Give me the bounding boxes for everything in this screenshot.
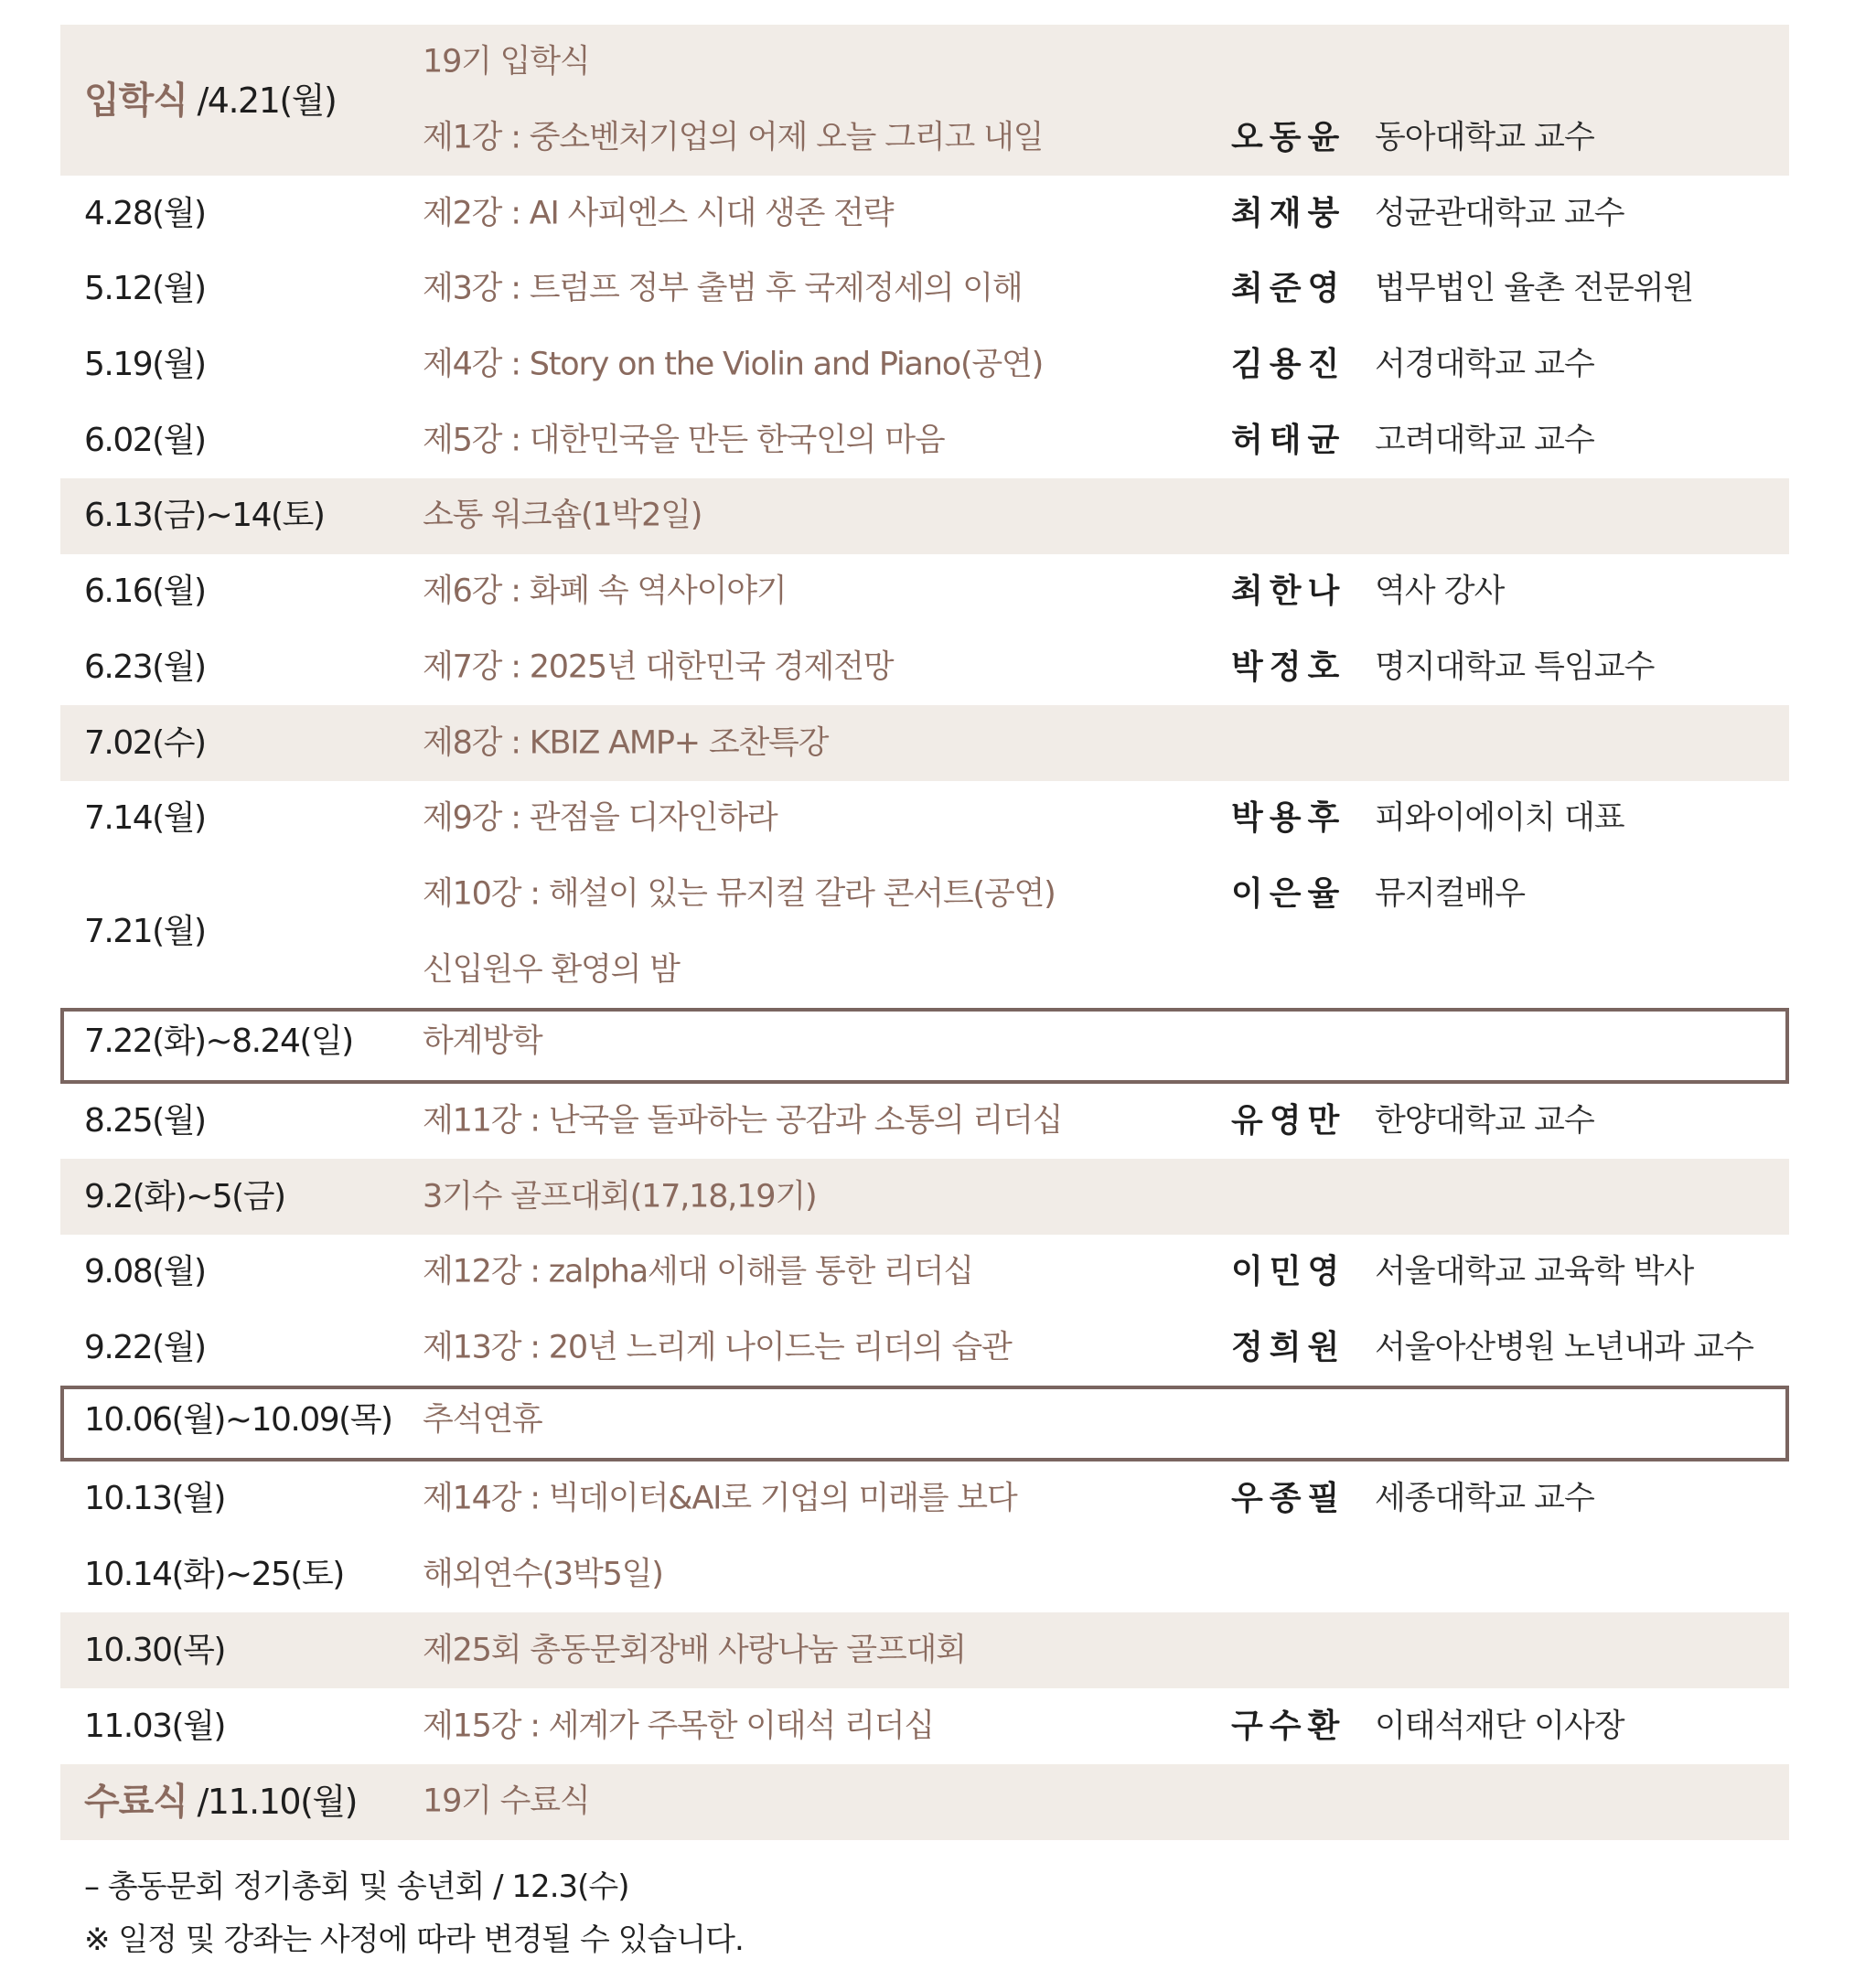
row-date: 10.30(목) — [84, 1631, 225, 1669]
row-lecturer: 정희원 — [1231, 1329, 1346, 1367]
row-title: 제9강 : 관점을 디자인하라 — [423, 799, 777, 837]
row-date: 6.23(월) — [84, 648, 206, 686]
schedule-table — [60, 25, 1789, 1840]
table-row — [60, 857, 1789, 1008]
row-lecturer: 허태균 — [1231, 421, 1346, 459]
table-row — [60, 252, 1789, 327]
row-lecturer: 박정호 — [1231, 648, 1346, 686]
row-affiliation: 서경대학교 교수 — [1375, 346, 1594, 383]
row-affiliation: 법무법인 율촌 전문위원 — [1375, 270, 1694, 307]
row-date: 5.12(월) — [84, 270, 206, 308]
row-lecturer: 유영만 — [1231, 1102, 1346, 1140]
row-title: 제8강 : KBIZ AMP+ 조찬특강 — [423, 724, 829, 762]
row-title: 3기수 골프대회(17,18,19기) — [423, 1178, 817, 1215]
row-affiliation: 세종대학교 교수 — [1375, 1480, 1594, 1517]
row-lecturer: 최한나 — [1231, 573, 1346, 611]
row-title: 제6강 : 화폐 속 역사이야기 — [423, 573, 787, 610]
table-row — [60, 554, 1789, 630]
row-lecturer: 최준영 — [1231, 270, 1346, 308]
table-row — [60, 478, 1789, 554]
row-affiliation: 동아대학교 교수 — [1375, 119, 1594, 156]
row-date: 6.16(월) — [84, 573, 206, 611]
table-row — [60, 176, 1789, 252]
row-title: 제12강 : zalpha세대 이해를 통한 리더십 — [423, 1253, 973, 1290]
table-row — [60, 1235, 1789, 1311]
table-row — [60, 402, 1789, 478]
row-affiliation: 피와이에이치 대표 — [1375, 799, 1624, 837]
row-date: 입학식 /4.21(월) — [84, 79, 337, 122]
row-affiliation: 뮤지컬배우 — [1375, 875, 1526, 913]
row-date: 8.25(월) — [84, 1102, 206, 1140]
row-lecturer: 박용후 — [1231, 799, 1346, 838]
table-row-highlighted — [60, 1386, 1789, 1461]
row-date: 7.22(화)~8.24(일) — [84, 1022, 353, 1061]
footnote: – 총동문회 정기총회 및 송년회 / 12.3(수) — [84, 1868, 629, 1905]
row-date: 9.08(월) — [84, 1253, 206, 1291]
row-date: 수료식 /11.10(월) — [84, 1781, 357, 1824]
row-date: 7.02(수) — [84, 723, 206, 762]
row-affiliation: 명지대학교 특임교수 — [1375, 648, 1655, 686]
row-title: 신입원우 환영의 밤 — [423, 951, 680, 989]
row-title: 하계방학 — [423, 1022, 542, 1060]
row-date: 7.14(월) — [84, 799, 206, 838]
row-date: 7.21(월) — [84, 913, 206, 951]
row-title: 19기 수료식 — [423, 1783, 590, 1820]
row-date: 4.28(월) — [84, 194, 206, 232]
row-date: 11.03(월) — [84, 1707, 225, 1745]
row-lecturer: 구수환 — [1231, 1707, 1346, 1745]
footnote: ※ 일정 및 강좌는 사정에 따라 변경될 수 있습니다. — [84, 1922, 744, 1958]
table-row — [60, 630, 1789, 706]
row-affiliation: 역사 강사 — [1375, 573, 1505, 610]
row-title: 해외연수(3박5일) — [423, 1556, 663, 1593]
row-title: 제15강 : 세계가 주목한 이태석 리더십 — [423, 1708, 934, 1744]
table-row — [60, 1537, 1789, 1613]
table-row — [60, 1084, 1789, 1160]
row-date: 9.2(화)~5(금) — [84, 1177, 285, 1215]
table-row — [60, 1612, 1789, 1688]
row-date: 10.13(월) — [84, 1480, 225, 1518]
row-title: 제3강 : 트럼프 정부 출범 후 국제정세의 이해 — [423, 270, 1023, 307]
row-title: 제10강 : 해설이 있는 뮤지컬 갈라 콘서트(공연) — [423, 875, 1056, 913]
row-title: 제11강 : 난국을 돌파하는 공감과 소통의 리더십 — [423, 1102, 1063, 1140]
row-affiliation: 성균관대학교 교수 — [1375, 195, 1624, 232]
row-lecturer: 최재붕 — [1231, 194, 1346, 232]
row-lecturer: 우종필 — [1231, 1480, 1346, 1518]
table-row — [60, 1159, 1789, 1235]
row-title: 제7강 : 2025년 대한민국 경제전망 — [423, 648, 894, 686]
row-affiliation: 한양대학교 교수 — [1375, 1102, 1594, 1140]
table-row — [60, 781, 1789, 857]
table-row — [60, 327, 1789, 403]
row-title: 소통 워크숍(1박2일) — [423, 497, 702, 534]
footnotes — [84, 1860, 744, 1966]
row-date: 10.06(월)~10.09(목) — [84, 1400, 392, 1439]
table-row — [60, 1688, 1789, 1764]
table-row-highlighted — [60, 1008, 1789, 1084]
row-date: 5.19(월) — [84, 346, 206, 384]
row-date: 6.02(월) — [84, 421, 206, 459]
row-lecturer: 김용진 — [1231, 346, 1346, 384]
row-date: 10.14(화)~25(토) — [84, 1556, 344, 1594]
row-lecturer: 이민영 — [1231, 1253, 1346, 1291]
table-row — [60, 1764, 1789, 1840]
row-affiliation: 이태석재단 이사장 — [1375, 1708, 1624, 1744]
row-lecturer: 오동윤 — [1231, 119, 1346, 156]
row-affiliation: 고려대학교 교수 — [1375, 422, 1594, 459]
row-title: 제2강 : AI 사피엔스 시대 생존 전략 — [423, 195, 894, 232]
row-date: 9.22(월) — [84, 1329, 206, 1367]
table-row — [60, 705, 1789, 781]
row-affiliation: 서울아산병원 노년내과 교수 — [1375, 1329, 1753, 1366]
row-title: 19기 입학식 — [423, 43, 590, 80]
row-title: 제4강 : Story on the Violin and Piano(공연) — [423, 346, 1044, 383]
table-row — [60, 1311, 1789, 1386]
row-title: 제13강 : 20년 느리게 나이드는 리더의 습관 — [423, 1329, 1012, 1366]
row-title: 제25회 총동문회장배 사랑나눔 골프대회 — [423, 1632, 966, 1669]
row-title: 제1강 : 중소벤처기업의 어제 오늘 그리고 내일 — [423, 119, 1044, 156]
table-row — [60, 25, 1789, 176]
row-date: 6.13(금)~14(토) — [84, 497, 325, 535]
row-lecturer: 이은율 — [1231, 874, 1346, 913]
row-affiliation: 서울대학교 교육학 박사 — [1375, 1253, 1694, 1290]
row-title: 추석연휴 — [423, 1401, 542, 1439]
table-row — [60, 1461, 1789, 1537]
row-title: 제14강 : 빅데이터&AI로 기업의 미래를 보다 — [423, 1480, 1017, 1517]
row-title: 제5강 : 대한민국을 만든 한국인의 마음 — [423, 422, 945, 459]
